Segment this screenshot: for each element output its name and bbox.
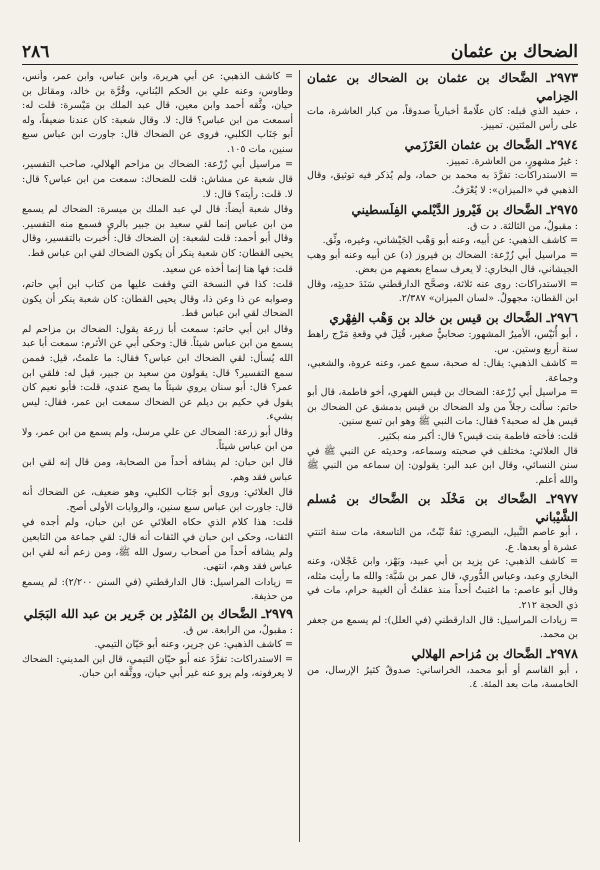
biography-entry bbox=[307, 137, 578, 199]
entry-paragraph: ، أبو عاصم النَّبيل، البصري: ثقةٌ ثَبْتٌ، من التاسعة، مات سنة اثنتي عشرة أو بعدها. ع. bbox=[307, 527, 578, 553]
page-number: ٢٨٦ bbox=[22, 42, 50, 62]
right-column bbox=[307, 70, 578, 842]
entry-number: ٢٩٧٣ bbox=[550, 71, 578, 86]
entry-paragraph: = كاشف الذهبي: عن يزيد بن أبي عبيد، وبَهْز، وابن عَجْلان، وعنه البخاري وعبد، وعباس الدُّوري، قال عمر بن شَبَّة: والله ما رأيت مثله، وقال أبو عاصم: ما اغتبتُ أحداً منذ عقلتُ أن الغيبة حرام، مات في ذي الحجة ٢١٢. bbox=[307, 556, 578, 611]
entry-number: ٢٩٧٥ bbox=[550, 202, 578, 218]
entry-paragraph: = كاشف الذهبي: يقال: له صحبة، سمع عمر، وعنه عروة، والشعبي، وجماعة. bbox=[307, 358, 578, 384]
entry-name: ـ الضَّحاك بن المُنْذِر بن جَرير بن عبد الله البَجَلي bbox=[23, 606, 266, 621]
entry-number: ٢٩٧٤ bbox=[550, 137, 578, 153]
entry-name: ـ الضَّحاك بن قيس بن خالد بن وَهْب الفِهْري bbox=[329, 311, 551, 325]
running-title: الضحاك بن عثمان bbox=[450, 42, 578, 62]
continued-paragraph: وقال أبو زرعة: الضحاك عن علي مرسل، ولم يسمع من ابن عمر، ولا من ابن عباس شيئاً. bbox=[22, 426, 293, 453]
entry-heading bbox=[307, 70, 578, 105]
entry-paragraph: = كاشف الذهبي: عن جرير، وعنه أبو حَيّان التيمي. bbox=[94, 639, 293, 651]
biography-entry bbox=[307, 310, 578, 488]
biography-entry bbox=[307, 491, 578, 642]
entry-paragraph: = الاستدراكات: تفرَّدَ عنه أبو حيّان التيمي، قال ابن المديني: الضحاك لا يعرفونه، ولم يرو عنه غير أبي حيان، ووثَّقه ابن حبان. bbox=[22, 653, 293, 680]
entry-paragraph: : مقبولٌ، من الثالثة. د ت ق. bbox=[466, 220, 578, 232]
entry-heading bbox=[307, 491, 578, 526]
continued-paragraph: = مراسيل أبي زُرْعة: الضحاك بن مزاحم الهلالي، صاحب التفسير، قال شعبة عن مشاش: قلت للضحاك: سمعت من ابن عباس؟ قال: لا. قلت: رأيته؟ قال: لا. bbox=[22, 159, 293, 200]
entry-paragraph: ، حفيد الذي قبله: كان علّامةً أخبارياً صدوقاً، من كبار العاشرة، مات على رأس المئتين. تمييز. bbox=[307, 105, 578, 132]
entry-number: ٢٩٧٩ bbox=[265, 606, 293, 622]
entry-heading bbox=[307, 137, 578, 155]
continued-paragraph: قال العلائي: وروى أبو جَنَاب الكلبي، وهو ضعيف، عن الضحاك أنه قال: جاورت ابن عباس سبع سنين، والروايات الأولى أصح. bbox=[22, 487, 293, 513]
entry-name: ـ الضَّحاك بن فَيْروز الدَّيْلمي الفِلَسطيني bbox=[351, 202, 551, 217]
continued-paragraph: قلت: هذا كلام الذي حكاه العلائي عن ابن حبان، ولم أجده في الثقات، وحكى ابن حبان في الثقات أنه قال: لقي جماعة من التابعين ولم يشافه أحداً من أصحاب رسول الله ﷺ، ومن زعم أنه لقي ابن عباس فقد وهم، انتهى. bbox=[22, 517, 293, 573]
entry-paragraph: = الاستدراكات: تفرَّدَ به محمد بن حماد، ولم يُذكر فيه توثيق، وقال الذهبي في «الميزان»: لا يُعْرَفُ. bbox=[307, 170, 578, 197]
entry-name: ـ الضَّحاك بن عثمان بن الضحاك بن عثمان الحِزامي bbox=[307, 71, 578, 103]
entry-name: ـ الضَّحاك بن عثمان العَرْزَمي bbox=[404, 137, 551, 152]
column-divider bbox=[299, 70, 300, 842]
continued-paragraph: قال ابن حبان: لم يشافه أحداً من الصحابة، ومن قال إنه لقي ابن عباس فقد وهم. bbox=[22, 457, 293, 483]
page-header bbox=[22, 38, 578, 65]
entry-paragraph: = مراسيل أبي زُرْعة: الضحاك بن قيس الفهري، أخو فاطمة، قال أبو حاتم: سألت رجلاً من ولد الضحاك بن قيس بدمشق عن الضحاك بن قيس هل له صحبة؟ فقال: مات النبي ﷺ وهو ابن تسع سنين. bbox=[307, 387, 578, 428]
entry-paragraph: قال العلائي: مختلف في صحبته وسماعه، وحديثه عن النبي ﷺ في سنن النسائي، وقال ابن عبد البر: يقولون: إن سماعه من النبي ﷺ والله أعلم. bbox=[307, 445, 578, 486]
entry-paragraph: = زيادات المراسيل: قال الدارقطني (في العلل): لم يسمع من جعفر بن محمد. bbox=[307, 614, 578, 641]
biography-entry bbox=[22, 606, 293, 682]
entry-number: ٢٩٧٦ bbox=[550, 311, 578, 326]
continued-paragraph: قلت: فها هنا إنما أخذه عن سعيد. bbox=[162, 263, 293, 275]
continued-paragraph: = كاشف الذهبي: عن أبي هريرة، وابن عباس، وابن عمر، وأنس، وطاوس، وعنه علي بن الحكم البُناني، وقُرَّة بن خالد، ومقاتل بن حيان، وثَّقه أحمد وابن معين، قال عبد الملك بن مَيْسرة: قلت له: أسمعت من ابن عباس؟ قال: لا. وقال شعبة: كان عندنا ضعيفاً، وله أبو جَنَاب الكلبي، فروى عن الضحاك قال: جاورت ابن عباس سبع سنين، مات ١٠٥. bbox=[22, 71, 293, 155]
entry-paragraph: ، أبو أُنَيْس، الأميرُ المشهور: صحابيٌّ صغير، قُتِلَ في وقعةِ مَرْج راهط سنة أربع وستين. س. bbox=[307, 328, 578, 355]
biography-entry bbox=[307, 70, 578, 134]
entry-paragraph: ، أبو القاسم أو أبو محمد، الخراساني: صدوقٌ كثيرُ الإرسال، من الخامسة، مات بعد المئة. ٤. bbox=[307, 664, 578, 691]
entry-name: ـ الضَّحاك بن مُزاحم الهلالي bbox=[411, 646, 551, 661]
entry-heading bbox=[307, 646, 578, 664]
continued-paragraph: وقال شعبة أيضاً: قال لي عبد الملك بن ميسرة: الضحاك لم يسمع من ابن عباس إنما لقي سعيد بن جبير بالري فسمع منه التفسير. وقال أبو أحمد: قلت لشعبة: إن الضحاك قال: أُخبرت بالتفسير، وقال يحيى القطان: كان شعبة ينكر أن يكون الضحاك لقي ابن عباس قط. bbox=[22, 204, 293, 259]
entry-paragraph: قلت: فأخته فاطمة بنت قيس؟ قال: أكبر منه بكثير. bbox=[377, 430, 578, 442]
entry-paragraph: = مراسيل أبي زُرْعة: الضحاك بن فيروز (د) عن أبيه وعنه أبو وهب الجيشاني، قال البخاري: لا يعرف سماع بعضهم من بعض. bbox=[307, 249, 578, 276]
entry-heading bbox=[307, 310, 578, 328]
entry-paragraph: : غيرُ مشهورٍ، من العاشرة. تمييز. bbox=[446, 155, 578, 167]
continued-paragraph: = زيادات المراسيل: قال الدارقطني (في السنن ٢/٢٠٠): لم يسمع من حذيفة. bbox=[22, 576, 293, 603]
entry-paragraph: = كاشف الذهبي: عن أبيه، وعنه أبو وَهْب الجَيْشاني، وغيره، وثِّق. bbox=[322, 235, 578, 247]
entry-heading bbox=[22, 606, 293, 624]
biography-entry bbox=[307, 202, 578, 307]
entry-number: ٢٩٧٧ bbox=[550, 492, 578, 508]
entry-heading bbox=[307, 202, 578, 220]
biography-entry bbox=[307, 646, 578, 693]
entry-number: ٢٩٧٨ bbox=[550, 646, 578, 662]
entry-paragraph: = الاستدراكات: روى عنه ثلاثة، وصحَّح الدارقطني سَنَدَ حديثِه، وقال ابن القطان: مجهولٌ. «لسان الميزان» ٢/٣٨٧. bbox=[307, 278, 578, 305]
continued-paragraph: وقال ابن أبي حاتم: سمعت أبا زرعة يقول: الضحاك بن مزاحم لم يسمع من ابن عباس شيئاً. قال: وحكى أبي عن الأثرم: سمعت أبا عبد الله يُسأل: لقي الضحاك ابن عباس؟ فقال: ما علمتُ، قيل: فممن سمع التفسير؟ قال: يقولون من سعيد بن جبير، قيل له: فلقي ابن عمر؟ قال: أبو سنان يروي شيئاً ما يصح عندي، قلت: فأبو نعيم كان يقول في حكيم بن ديلم عن الضحاك سمعت ابن عمر، فقال: ليس بشيء. bbox=[22, 323, 293, 423]
continued-paragraph: قلت: كذا في النسخة التي وقفت عليها من كتاب ابن أبي حاتم، وصوابه عن ذا وعن ذا، وقال يحيى القطان: كان شعبة ينكر أن يكون الضحاك لقي ابن عباس قط. bbox=[22, 279, 293, 320]
entry-name: ـ الضَّحاك بن مَخْلَد بن الضَّحاك بن مُسلم الشَّيْباني bbox=[307, 492, 578, 525]
left-column bbox=[22, 70, 293, 842]
entry-paragraph: : مقبولٌ، من الرابعة. س ق. bbox=[182, 624, 293, 636]
